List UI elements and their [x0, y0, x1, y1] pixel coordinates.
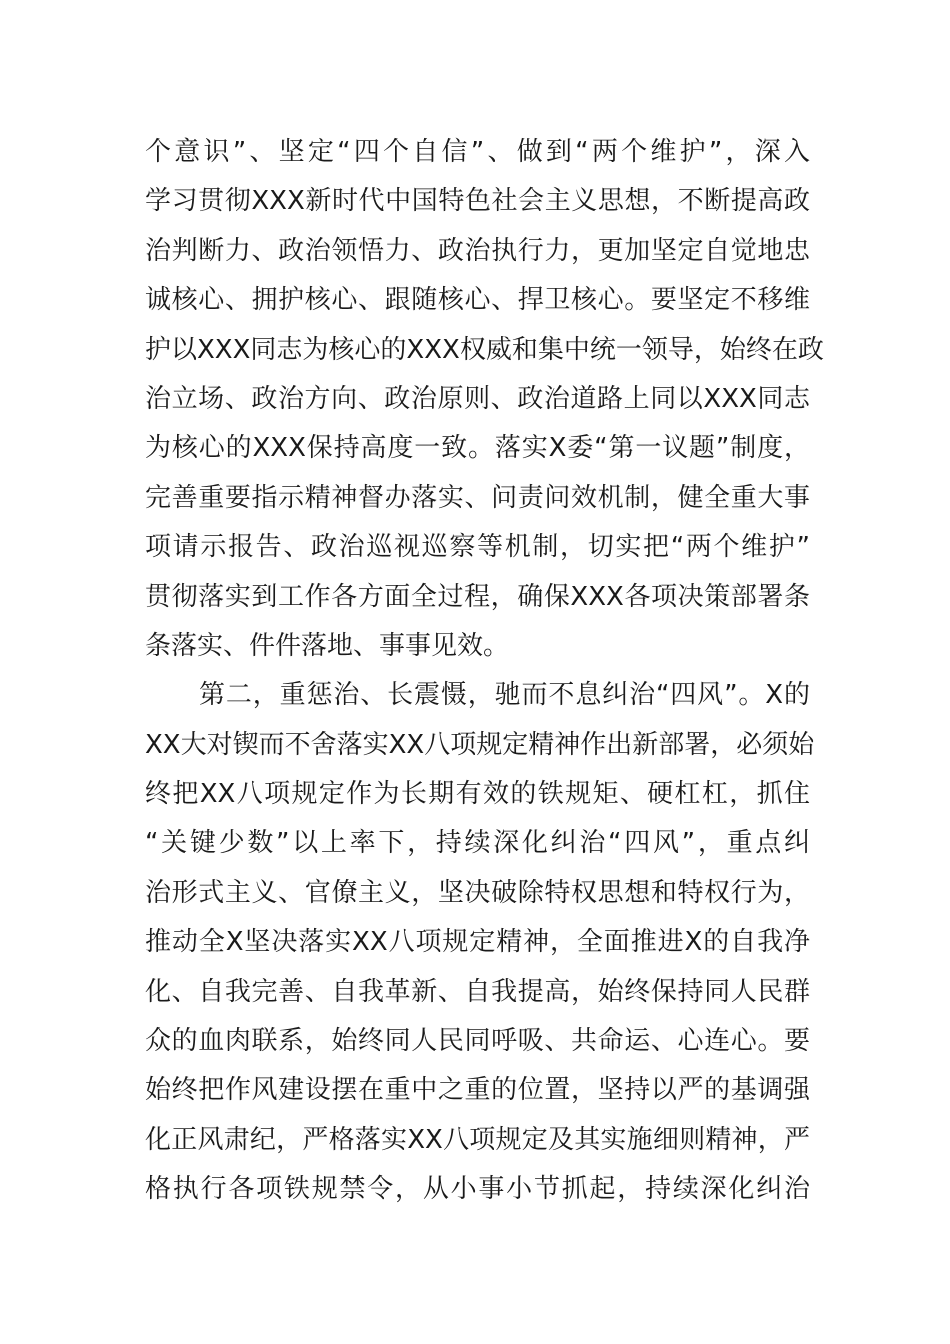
paragraph-end-line: 条落实、件件落地、事事见效。	[145, 630, 510, 661]
text-line: 推动全X坚决落实XX八项规定精神，全面推进X的自我净	[145, 927, 810, 958]
text-line: 项请示报告、政治巡视巡察等机制，切实把“两个维护”	[145, 532, 810, 563]
document-body	[145, 128, 824, 1215]
text-line: 治立场、政治方向、政治原则、政治道路上同以XXX同志	[145, 383, 810, 414]
text-line: 完善重要指示精神督办落实、问责问效机制，健全重大事	[145, 482, 810, 513]
text-line: 终把XX八项规定作为长期有效的铁规矩、硬杠杠，抓住	[145, 779, 810, 810]
paragraph-start-line: 第二，重惩治、长震慑，驰而不息纠治“四风”。X的	[199, 680, 810, 711]
text-line: 治形式主义、官僚主义，坚决破除特权思想和特权行为，	[145, 877, 810, 908]
text-line: 贯彻落实到工作各方面全过程，确保XXX各项决策部署条	[145, 581, 810, 612]
text-line: “关键少数”以上率下，持续深化纠治“四风”，重点纠	[145, 828, 810, 859]
text-line: 学习贯彻XXX新时代中国特色社会主义思想，不断提高政	[145, 186, 810, 217]
text-line: 格执行各项铁规禁令，从小事小节抓起，持续深化纠治	[145, 1174, 810, 1205]
text-line: 始终把作风建设摆在重中之重的位置，坚持以严的基调强	[145, 1075, 810, 1106]
text-line: 诚核心、拥护核心、跟随核心、捍卫核心。要坚定不移维	[145, 285, 810, 316]
text-line: 护以XXX同志为核心的XXX权威和集中统一领导，始终在政	[145, 334, 824, 365]
text-line: 个意识”、坚定“四个自信”、做到“两个维护”，深入	[145, 137, 810, 167]
text-line: 化正风肃纪，严格落实XX八项规定及其实施细则精神，严	[145, 1124, 810, 1155]
text-line: 化、自我完善、自我革新、自我提高，始终保持同人民群	[145, 976, 810, 1007]
text-line: 治判断力、政治领悟力、政治执行力，更加坚定自觉地忠	[145, 235, 810, 266]
text-line: 为核心的XXX保持高度一致。落实X委“第一议题”制度，	[145, 433, 810, 464]
text-line: XX大对锲而不舍落实XX八项规定精神作出新部署，必须始	[145, 729, 815, 760]
text-line: 众的血肉联系，始终同人民同呼吸、共命运、心连心。要	[145, 1026, 810, 1057]
